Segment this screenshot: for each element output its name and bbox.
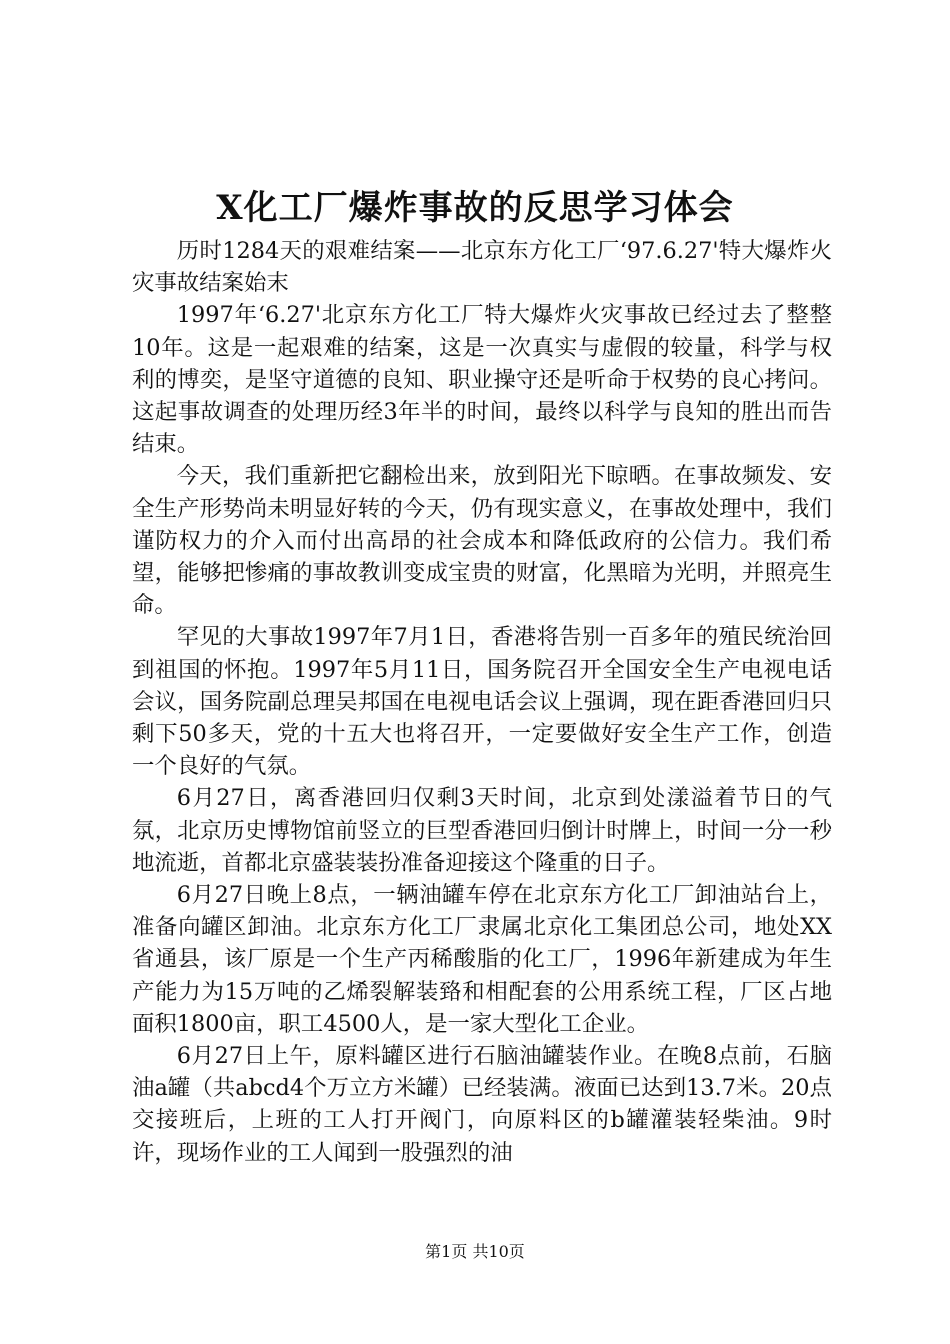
paragraph-rare-accident: 罕见的大事故1997年7月1日，香港将告别一百多年的殖民统治回到祖国的怀抱。1997年5月11日，国务院召开全国安全生产电视电话会议，国务院副总理吴邦国在电视电话会议上强调，现在距香港回归只剩下50多天，党的十五大也将召开，一定要做好安全生产工作，创造一个良好的气氛。 — [132, 624, 832, 780]
paragraph-june-27: 6月27日，离香港回归仅剩3天时间，北京到处漾溢着节日的气氛，北京历史博物馆前竖立的巨型香港回归倒计时牌上，时间一分一秒地流逝，首都北京盛装装扮准备迎接这个隆重的日子。 — [132, 785, 832, 876]
paragraph-morning: 6月27日上午，原料罐区进行石脑油罐装作业。在晚8点前，石脑油a罐（共abcd4个万立方米罐）已经装满。液面已达到13.7米。20点交接班后，上班的工人打开阀门，向原料区的b罐灌装轻柴油。9时许，现场作业的工人闻到一股强烈的油 — [132, 1043, 832, 1166]
document-body — [132, 235, 832, 1169]
paragraph-today: 今天，我们重新把它翻检出来，放到阳光下晾晒。在事故频发、安全生产形势尚未明显好转的今天，仍有现实意义，在事故处理中，我们谨防权力的介入而付出高昂的社会成本和降低政府的公信力。我们希望，能够把惨痛的事故教训变成宝贵的财富，化黑暗为光明，并照亮生命。 — [132, 463, 832, 619]
paragraph-evening: 6月27日晚上8点，一辆油罐车停在北京东方化工厂卸油站台上，准备向罐区卸油。北京东方化工厂隶属北京化工集团总公司，地处XX省通县，该厂原是一个生产丙稀酸脂的化工厂，1996年新建成为年生产能力为15万吨的乙烯裂解装臵和相配套的公用系统工程，厂区占地面积1800亩，职工4500人，是一家大型化工企业。 — [132, 882, 832, 1037]
paragraph-intro: 1997年‘6.27'北京东方化工厂特大爆炸火灾事故已经过去了整整10年。这是一起艰难的结案，这是一次真实与虚假的较量，科学与权利的博奕，是坚守道德的良知、职业操守还是听命于权势的良心拷问。这起事故调查的处理历经3年半的时间，最终以科学与良知的胜出而告结束。 — [132, 302, 832, 458]
paragraph-subtitle: 历时1284天的艰难结案——北京东方化工厂‘97.6.27'特大爆炸火灾事故结案始末 — [132, 238, 832, 297]
page-footer: 第1页 共10页 — [425, 1242, 525, 1261]
document-title: X化工厂爆炸事故的反思学习体会 — [216, 188, 734, 228]
